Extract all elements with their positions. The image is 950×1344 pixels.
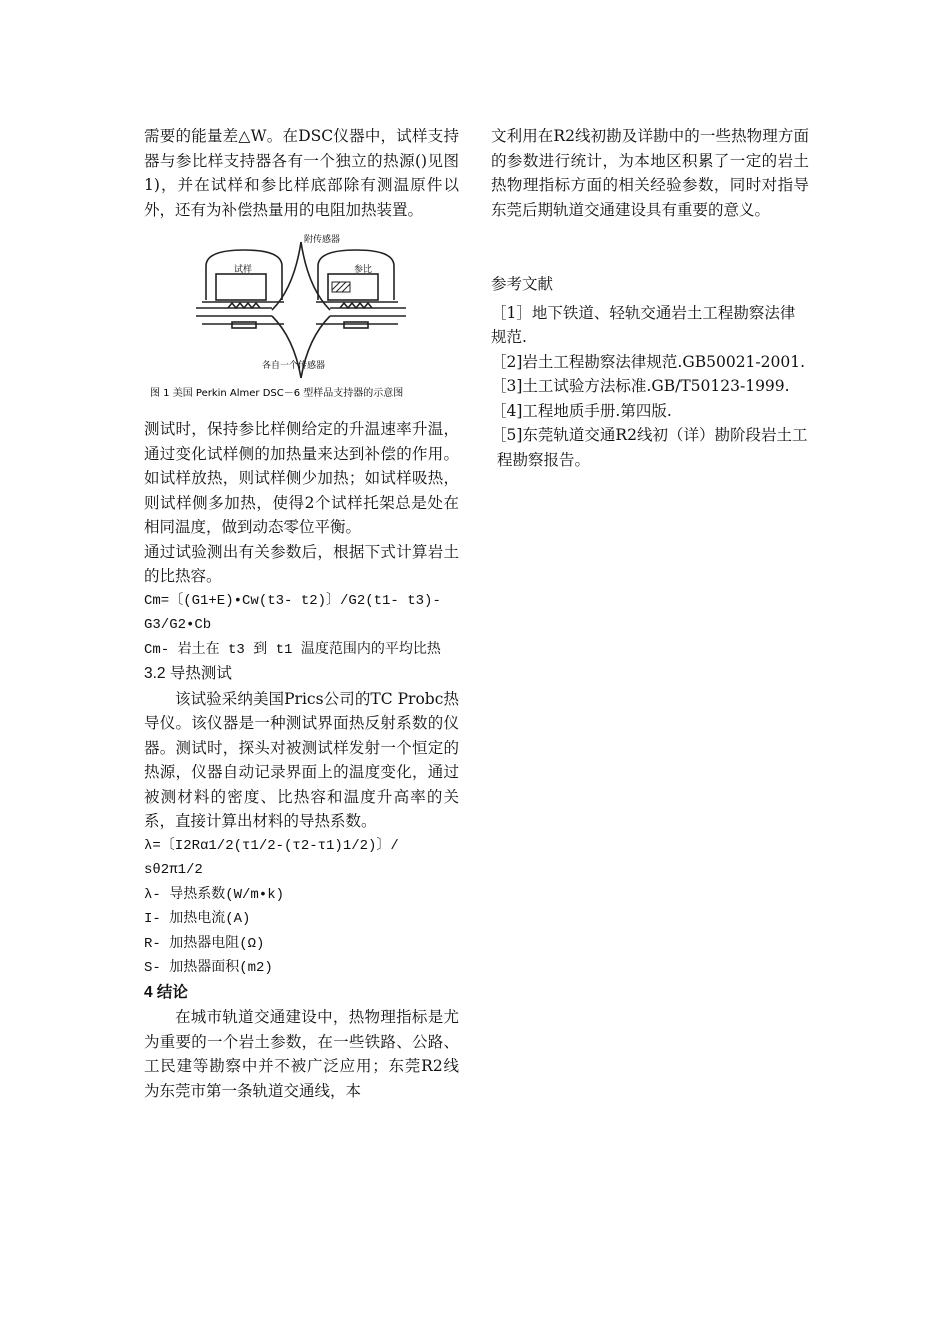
dsc-holder-diagram <box>144 228 459 403</box>
formula-cm-line1: Cm=〔(G1+E)•Cw(t3- t2)〕/G2(t1- t3)- <box>144 592 441 609</box>
section-3-2-title: 3.2 导热测试 <box>144 665 232 682</box>
paragraph-conclusion: 在城市轨道交通建设中，热物理指标是尤为重要的一个岩土参数，在一些铁路、公路、工民建等勘察中并不被广泛应用；东莞R2线为东莞市第一条轨道交通线，本 <box>144 1008 459 1100</box>
intro-paragraph: 需要的能量差△W。在DSC仪器中，试样支持器与参比样支持器各有一个独立的热源()见图1)，并在试样和参比样底部除有测温原件以外，还有为补偿热量用的电阻加热装置。 <box>144 127 459 219</box>
sample-holder-box <box>216 274 266 300</box>
formula-cm-line2: G3/G2•Cb <box>144 617 212 633</box>
section-4-title: 4 结论 <box>144 983 188 1001</box>
paragraph-conduction: 该试验采纳美国Prics公司的TC Probc热导仪。该仪器是一种测试界面热反射系数的仪器。测试时，探头对被测试样发射一个恒定的热源，仪器自动记录界面上的温度变化，通过被测材料的密度、比热容和温度升高率的关系，直接计算出材料的导热系数。 <box>144 689 459 830</box>
definition-lambda: λ- 导热系数(W/m•k) <box>144 886 285 903</box>
reference-dome <box>318 250 394 300</box>
references-title: 参考文献 <box>491 275 554 293</box>
formula-lambda-line1: λ=〔I2Rα1/2(τ1/2-(τ2-τ1)1/2)〕/ <box>144 837 399 854</box>
bottom-sensor-label: 各自一个传感器 <box>262 361 326 371</box>
sample-label: 试样 <box>234 265 253 275</box>
left-column <box>144 124 459 1103</box>
definition-resistance: R- 加热器电阻(Ω) <box>144 935 265 952</box>
reference-label: 参比 <box>354 265 373 275</box>
cm-definition: Cm- 岩土在 t3 到 t1 温度范围内的平均比热 <box>144 641 441 658</box>
reference-item: ［4]工程地质手册.第四版. <box>491 401 672 420</box>
reference-item: ［2]岩土工程勘察法律规范.GB50021-2001. <box>491 352 806 371</box>
definition-current: I- 加热电流(A) <box>144 911 251 927</box>
definition-area: S- 加热器面积(m2) <box>144 960 273 976</box>
paragraph-continued: 文利用在R2线初勘及详勘中的一些热物理方面的参数进行统计，为本地区积累了一定的岩土热物理指标方面的相关经验参数，同时对指导东莞后期轨道交通建设具有重要的意义。 <box>491 127 809 219</box>
formula-lambda-line2: sθ2π1/2 <box>144 862 203 878</box>
top-sensor-label: 附传感器 <box>304 235 341 245</box>
dsc-figure <box>144 228 459 403</box>
reference-item: ［1］地下铁道、轻轨交通岩土工程勘察法律规范. <box>491 303 796 346</box>
figure-caption: 图 1 美国 Perkin Almer DSC－6 型样品支持器的示意图 <box>150 388 404 399</box>
reference-item: ［3]土工试验方法标准.GB/T50123-1999. <box>491 377 790 395</box>
reference-item: ［5]东莞轨道交通R2线初（详）勘阶段岩土工程勘察报告。 <box>491 426 808 469</box>
paragraph-test: 测试时，保持参比样侧给定的升温速率升温，通过变化试样侧的加热量来达到补偿的作用。如试样放热，则试样侧少加热；如试样吸热，则试样侧多加热，使得2个试样托架总是处在相同温度，做到动态零位平衡。 <box>144 420 459 536</box>
paragraph-calc: 通过试验测出有关参数后，根据下式计算岩土的比热容。 <box>144 542 459 585</box>
sample-dome <box>206 250 282 300</box>
right-column <box>491 124 809 472</box>
